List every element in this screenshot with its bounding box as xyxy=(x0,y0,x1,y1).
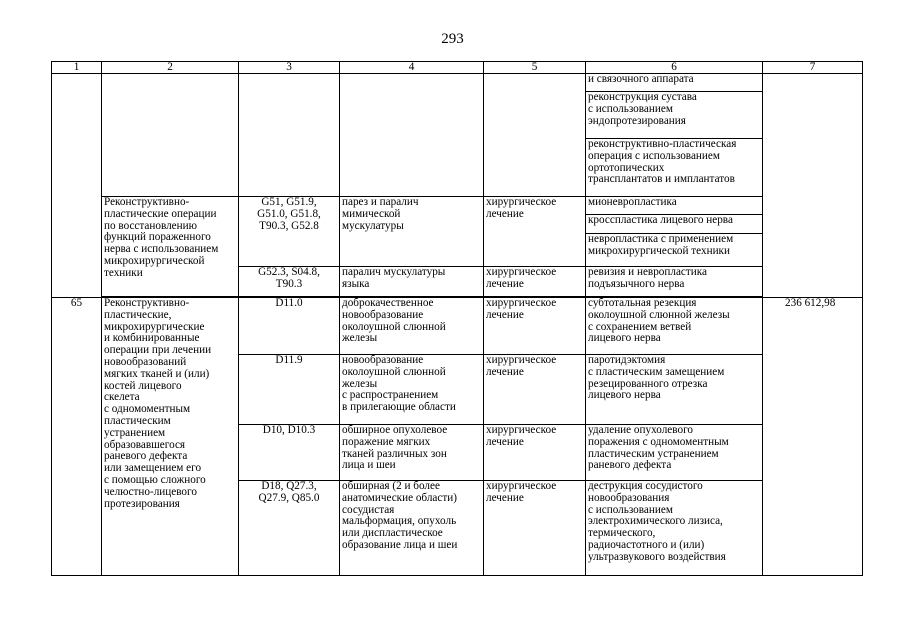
column-number: 2 xyxy=(102,62,239,74)
codes-cell: D11.0 xyxy=(239,298,340,355)
treatment-cell: хирургическое лечение xyxy=(484,425,586,481)
codes-cell: G51, G51.9, G51.0, G51.8, T90.3, G52.8 xyxy=(239,197,340,267)
group-number: 65 xyxy=(52,298,102,576)
column-number: 6 xyxy=(586,62,763,74)
model-cell xyxy=(340,74,484,197)
methods-cell xyxy=(586,74,763,197)
model-cell: обширное опухолевое поражение мягких тканей различных зон лица и шеи xyxy=(340,425,484,481)
page-number: 293 xyxy=(441,31,464,47)
codes-cell xyxy=(239,74,340,197)
method-item: деструкция сосудистого новообразования с использованием электрохимического лизиса, термического, радиочастотного и (или) ультразвукового воздействия xyxy=(586,481,763,576)
method-item: паротидэктомия с пластическим замещением резецированного отрезка лицевого нерва xyxy=(586,355,763,425)
method-item: реконструктивно-пластическая операция с использованием ортотопических трансплантатов и имплантатов xyxy=(588,138,737,186)
column-number: 7 xyxy=(763,62,863,74)
treatment-cell: хирургическое лечение xyxy=(484,481,586,576)
model-cell: паралич мускулатуры языка xyxy=(340,267,484,297)
column-number: 1 xyxy=(52,62,102,74)
column-number: 5 xyxy=(484,62,586,74)
methods-cell xyxy=(586,197,763,267)
name-cell: Реконструктивно- пластические операции по восстановлению функций пораженного нерва с использованием микрохирургической техники xyxy=(102,197,239,297)
treatment-cell: хирургическое лечение xyxy=(484,197,586,267)
name-cell: Реконструктивно- пластические, микрохирургические и комбинированные операции при лечении новообразований мягких тканей и (или) костей лицевого скелета с одномоментным пластическим устранением образовавшегося раневого дефекта или замещением его с помощью сложного челюстно-лицевого протезирования xyxy=(102,298,239,576)
cost-cell: 236 612,98 xyxy=(763,298,863,576)
name-cell xyxy=(102,74,239,197)
method-item: реконструкция сустава с использованием эндопротезирования xyxy=(586,92,762,139)
method-item: и связочного аппарата xyxy=(586,74,762,92)
model-cell: доброкачественное новообразование околоушной слюнной железы xyxy=(340,298,484,355)
method-item: субтотальная резекция околоушной слюнной железы с сохранением ветвей лицевого нерва xyxy=(586,298,763,355)
method-item: невропластика с применением микрохирургической техники xyxy=(588,233,734,257)
codes-cell: D11.9 xyxy=(239,355,340,425)
method-item: мионевропластика xyxy=(586,197,762,215)
table-row xyxy=(52,197,863,267)
services-table xyxy=(51,61,863,576)
treatment-cell: хирургическое лечение xyxy=(484,267,586,297)
treatment-cell xyxy=(484,74,586,197)
column-number-row xyxy=(52,62,863,74)
table-row xyxy=(52,74,863,197)
method-item: удаление опухолевого поражения с одномоментным пластическим устранением раневого дефекта xyxy=(586,425,763,481)
codes-cell: D10, D10.3 xyxy=(239,425,340,481)
number-cell xyxy=(52,74,102,298)
method-item: кросспластика лицевого нерва xyxy=(586,215,762,234)
treatment-cell: хирургическое лечение xyxy=(484,355,586,425)
model-cell: обширная (2 и более анатомические области) сосудистая мальформация, опухоль или диспластическое образование лица и шеи xyxy=(340,481,484,576)
codes-cell: D18, Q27.3, Q27.9, Q85.0 xyxy=(239,481,340,576)
column-number: 3 xyxy=(239,62,340,74)
treatment-cell: хирургическое лечение xyxy=(484,298,586,355)
model-cell: парез и паралич мимической мускулатуры xyxy=(340,197,484,267)
codes-cell: G52.3, S04.8, T90.3 xyxy=(239,267,340,297)
model-cell: новообразование околоушной слюнной железы с распространением в прилегающие области xyxy=(340,355,484,425)
table-row xyxy=(52,298,863,355)
method-item: ревизия и невропластика подъязычного нерва xyxy=(586,267,763,297)
cost-cell xyxy=(763,74,863,298)
column-number: 4 xyxy=(340,62,484,74)
